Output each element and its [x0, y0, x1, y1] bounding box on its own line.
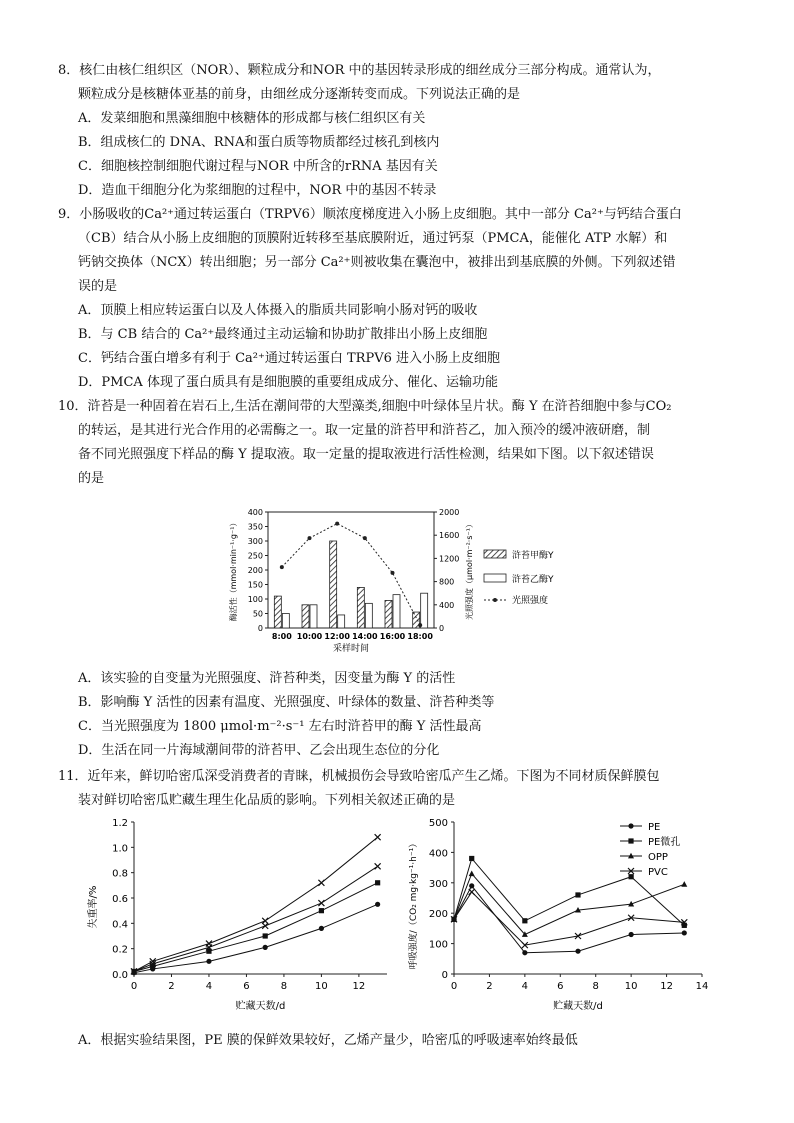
y-tick-label: 0.4 — [112, 919, 128, 931]
y-tick-label: 400 — [428, 848, 448, 860]
x-tick-label: 0 — [450, 981, 458, 992]
bar-jia — [357, 587, 364, 628]
x-axis-label: 贮藏天数/d — [553, 1001, 603, 1012]
q9-option-c: C．钙结合蛋白增多有利于 Ca²⁺通过转运蛋白 TRPV6 进入小肠上皮细胞 — [78, 351, 500, 366]
q11-stem-line-1: 11．近年来，鲜切哈密瓜深受消费者的青睐，机械损伤会导致哈密瓜产生乙烯。下图为不同材质保鲜膜包 — [58, 769, 660, 784]
legend-swatch-yi — [484, 574, 506, 582]
q9-option-d: D．PMCA 体现了蛋白质具有是细胞膜的重要组成成分、催化、运输功能 — [78, 375, 498, 390]
q10-option-c: C．当光照强度为 1800 μmol·m⁻²·s⁻¹ 左右时浒苔甲的酶 Y 活性最高 — [78, 719, 482, 734]
bar-jia — [274, 596, 281, 628]
x-tick-label: 10 — [315, 981, 328, 992]
series-point-PE微孔 — [469, 856, 474, 861]
respiration-chart — [402, 812, 732, 1024]
series-point-PE — [575, 949, 580, 954]
y-axis-label: 酶活性（mmol·min⁻¹·g⁻¹） — [229, 518, 238, 622]
x-tick-label: 12:00 — [324, 632, 350, 641]
y2-tick-label: 0 — [439, 624, 445, 633]
bar-jia — [385, 600, 392, 628]
y-tick-label: 1.0 — [112, 843, 128, 855]
q10-option-d: D．生活在同一片海域潮间带的浒苔甲、乙会出现生态位的分化 — [78, 743, 440, 758]
series-point-OPP — [469, 870, 475, 876]
y-tick-label: 100 — [428, 939, 448, 951]
x-tick-label: 8 — [592, 981, 599, 992]
series-point-4 — [375, 902, 380, 907]
legend-label-OPP: OPP — [648, 852, 668, 863]
y-tick-label: 0 — [257, 624, 263, 633]
series-point-3 — [319, 908, 324, 913]
series-point-3 — [206, 949, 211, 954]
series-point-4 — [263, 945, 268, 950]
y-tick-label: 0.8 — [112, 868, 128, 880]
q11-option-a: A．根据实验结果图，PE 膜的保鲜效果较好，乙烯产量少，哈密瓜的呼吸速率始终最低 — [78, 1033, 578, 1048]
q9-option-a: A．顶膜上相应转运蛋白以及人体摄入的脂质共同影响小肠对钙的吸收 — [78, 303, 478, 318]
q10-stem-line-3: 备不同光照强度下样品的酶 Y 提取液。取一定量的提取液进行活性检测，结果如下图。以下叙述错误 — [78, 447, 654, 462]
bar-yi — [338, 615, 345, 628]
y-axis-label: 失重率/% — [88, 885, 99, 929]
x-tick-label: 0 — [130, 981, 138, 992]
x-tick-label: 2 — [168, 981, 175, 992]
y2-tick-label: 400 — [439, 600, 455, 610]
series-point-4 — [131, 970, 136, 975]
q8-stem-line-2: 颗粒成分是核糖体亚基的前身，由细丝成分逐渐转变而成。下列说法正确的是 — [78, 87, 521, 102]
q10-stem-line-1: 10．浒苔是一种固着在岩石上,生活在潮间带的大型藻类,细胞中叶绿体呈片状。酶 Y 在浒苔细胞中参与CO₂ — [58, 399, 672, 414]
q8-option-b: B．组成核仁的 DNA、RNA和蛋白质等物质都经过核孔到核内 — [78, 135, 440, 150]
x-tick-label: 10 — [624, 981, 638, 992]
legend-label-PE: PE — [648, 822, 661, 833]
y2-tick-label: 800 — [439, 577, 455, 587]
y-tick-label: 350 — [247, 522, 263, 532]
y-tick-label: 150 — [247, 580, 263, 590]
bar-yi — [365, 603, 372, 628]
legend-label-PE微孔: PE微孔 — [648, 837, 681, 848]
series-point-PE — [469, 883, 474, 888]
q8-stem-line-1: 8．核仁由核仁组织区（NOR）、颗粒成分和NOR 中的基因转录形成的细丝成分三部分构成。通常认为， — [58, 63, 661, 78]
y2-tick-label: 1600 — [439, 531, 460, 541]
series-line-OPP — [454, 874, 684, 935]
y-tick-label: 0.6 — [112, 894, 128, 905]
x-tick-label: 4 — [205, 981, 213, 992]
q9-option-b: B．与 CB 结合的 Ca²⁺最终通过主动运输和协助扩散排出小肠上皮细胞 — [78, 327, 488, 342]
light-point — [363, 536, 367, 540]
q8-option-d: D．造血干细胞分化为浆细胞的过程中，NOR 中的基因不转录 — [78, 183, 437, 198]
y-tick-label: 0.0 — [112, 970, 128, 981]
q10-stem-line-2: 的转运，是其进行光合作用的必需酶之一。取一定量的浒苔甲和浒苔乙，加入预冷的缓冲液研磨，制 — [78, 423, 651, 438]
bar-jia — [330, 541, 337, 628]
y-tick-label: 500 — [428, 818, 448, 829]
series-point-PE — [522, 950, 527, 955]
x-tick-label: 10:00 — [296, 632, 323, 641]
x-tick-label: 8:00 — [271, 632, 292, 641]
x-tick-label: 14 — [695, 981, 709, 992]
q10-option-b: B．影响酶 Y 活性的因素有温度、光照强度、叶绿体的数量、浒苔种类等 — [78, 695, 495, 710]
series-point-PVC — [469, 889, 475, 895]
series-point-1 — [375, 834, 381, 840]
light-point — [418, 623, 422, 627]
series-point-4 — [319, 926, 324, 931]
x-tick-label: 12 — [660, 981, 673, 992]
series-point-PE微孔 — [575, 892, 580, 897]
y2-axis-label: 光照强度（μmol·m⁻²·s⁻¹） — [465, 520, 474, 620]
y-tick-label: 1.2 — [112, 818, 128, 829]
x-tick-label: 8 — [280, 981, 288, 992]
y-tick-label: 0 — [441, 970, 448, 981]
x-tick-label: 16:00 — [379, 632, 406, 641]
weight-loss-chart — [82, 812, 400, 1024]
series-point-4 — [150, 966, 155, 971]
bar-yi — [393, 595, 400, 628]
legend-label-PVC: PVC — [648, 867, 668, 878]
series-point-3 — [263, 933, 268, 938]
series-line-PVC — [454, 892, 684, 945]
y-tick-label: 200 — [247, 566, 263, 575]
legend-marker-PE微孔 — [628, 838, 633, 843]
x-tick-label: 2 — [486, 981, 493, 992]
series-point-4 — [206, 959, 211, 964]
series-point-3 — [375, 880, 380, 885]
legend-marker-light — [493, 598, 497, 602]
legend-swatch-jia — [484, 550, 506, 558]
q9-stem-line-3: 钙钠交换体（NCX）转出细胞；另一部分 Ca²⁺则被收集在囊泡中，被排出到基底膜的外侧。下列叙述错 — [78, 255, 676, 270]
y-tick-label: 250 — [247, 551, 263, 561]
series-point-1 — [262, 918, 268, 924]
series-point-PE微孔 — [522, 918, 527, 923]
x-axis-label: 采样时间 — [332, 644, 370, 654]
enzyme-activity-chart — [226, 500, 586, 660]
series-line-1 — [134, 837, 378, 971]
y-tick-label: 50 — [252, 609, 263, 619]
bar-jia — [302, 605, 309, 628]
legend-label-yi: 浒苔乙酶Y — [512, 575, 554, 585]
q8-option-a: A．发菜细胞和黑藻细胞中核糖体的形成都与核仁组织区有关 — [78, 111, 426, 126]
legend-label-jia: 浒苔甲酶Y — [512, 551, 554, 561]
legend-label-light: 光照强度 — [512, 596, 549, 606]
x-tick-label: 14:00 — [352, 632, 378, 641]
y-tick-label: 200 — [428, 909, 448, 921]
x-tick-label: 12 — [352, 981, 366, 992]
series-point-PE — [682, 930, 687, 935]
y-tick-label: 300 — [428, 878, 448, 890]
q8-option-c: C．细胞核控制细胞代谢过程与NOR 中所含的rRNA 基因有关 — [78, 159, 438, 174]
series-point-2 — [375, 863, 381, 869]
series-point-2 — [318, 900, 324, 906]
light-point — [308, 536, 312, 540]
light-point — [280, 565, 284, 569]
q9-stem-line-2: （CB）结合从小肠上皮细胞的顶膜附近转移至基底膜附近，通过钙泵（PMCA，能催化 ATP 水解）和 — [78, 231, 668, 246]
series-point-PE — [629, 932, 634, 937]
series-point-PE微孔 — [629, 874, 634, 879]
q9-stem-line-1: 9．小肠吸收的Ca²⁺通过转运蛋白（TRPV6）顺浓度梯度进入小肠上皮细胞。其中一部分 Ca²⁺与钙结合蛋白 — [58, 207, 682, 222]
x-tick-label: 6 — [243, 981, 250, 992]
series-point-2 — [262, 923, 268, 929]
x-tick-label: 6 — [557, 981, 564, 992]
light-point — [335, 522, 339, 526]
q11-stem-line-2: 装对鲜切哈密瓜贮藏生理生化品质的影响。下列相关叙述正确的是 — [78, 793, 456, 808]
plot-frame — [268, 512, 434, 628]
series-point-OPP — [681, 881, 687, 887]
y-tick-label: 400 — [247, 508, 263, 517]
q10-stem-line-4: 的是 — [78, 471, 105, 486]
y-tick-label: 100 — [247, 595, 263, 604]
light-point — [391, 571, 395, 575]
x-axis-label: 贮藏天数/d — [235, 1001, 286, 1012]
series-point-1 — [318, 880, 324, 886]
q10-option-a: A．该实验的自变量为光照强度、浒苔种类，因变量为酶 Y 的活性 — [78, 671, 456, 686]
y2-tick-label: 1200 — [439, 554, 460, 564]
q9-stem-line-4: 误的是 — [78, 279, 118, 294]
bar-yi — [282, 614, 289, 629]
bar-yi — [421, 593, 428, 628]
x-tick-label: 4 — [521, 981, 529, 992]
y-tick-label: 300 — [247, 537, 263, 546]
y-axis-label: 呼吸强度/（CO₂ mg·kg⁻¹·h⁻¹） — [409, 838, 419, 970]
x-tick-label: 18:00 — [407, 632, 433, 641]
y-tick-label: 0.2 — [112, 944, 128, 956]
y2-tick-label: 2000 — [439, 508, 460, 517]
legend-marker-PE — [628, 823, 633, 828]
bar-yi — [310, 605, 317, 628]
